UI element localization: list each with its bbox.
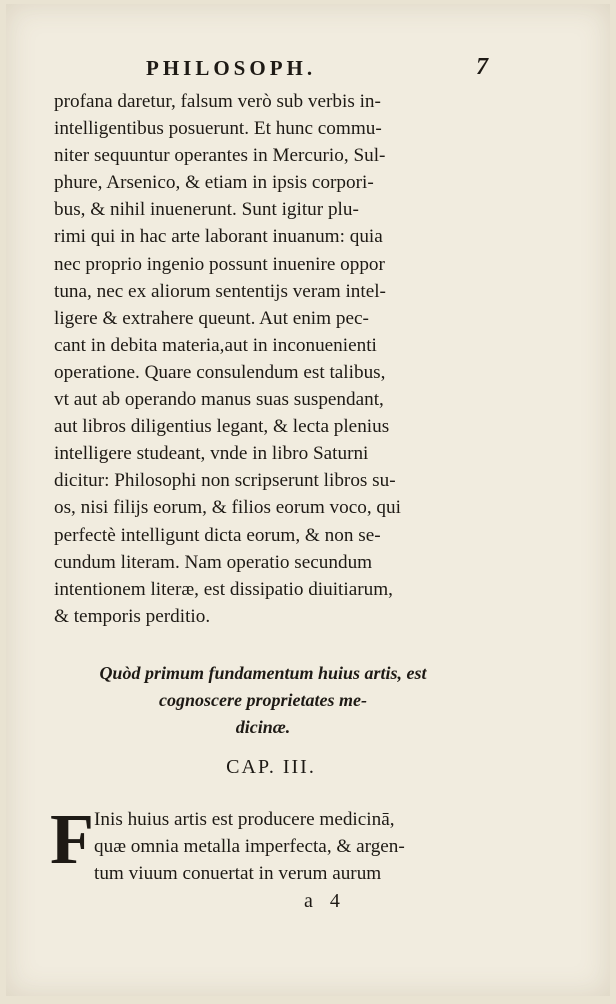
text-line: ligere & extrahere queunt. Aut enim pec-	[54, 307, 369, 329]
text-line: intelligentibus posuerunt. Et hunc commu-	[54, 118, 382, 140]
text-line: os, nisi filijs eorum, & filios eorum voco, qui	[54, 497, 401, 519]
text-line: cant in debita materia,aut in inconuenienti	[54, 334, 377, 356]
heading-line: dicinæ.	[235, 717, 291, 737]
chapter-opening	[50, 799, 492, 887]
text-line: & temporis perditio.	[54, 605, 211, 627]
text-line: profana daretur, falsum verò sub verbis in-	[54, 91, 381, 112]
text-line: nec proprio ingenio possunt inuenire oppor	[54, 253, 385, 275]
book-page	[6, 4, 610, 996]
text-line: vt aut ab operando manus suas suspendant,	[54, 389, 384, 411]
text-line: perfectè intelligunt dicta eorum, & non se-	[54, 524, 381, 546]
text-line: operatione. Quare consulendum est talibus,	[54, 361, 386, 383]
text-line: tum viuum conuertat in verum aurum	[94, 863, 382, 884]
running-title: PHILOSOPH.	[146, 56, 317, 80]
page-number: 7	[476, 54, 488, 80]
text-line: quæ omnia metalla imperfecta, & argen-	[94, 836, 405, 857]
text-line: rimi qui in hac arte laborant inuanum: quia	[54, 226, 383, 248]
chapter-heading	[68, 660, 458, 741]
text-line: Inis huius artis est producere medicinā,	[94, 809, 395, 830]
text-line: intentionem literæ, est dissipatio diuitiarum,	[54, 578, 393, 600]
text-line: niter sequuntur operantes in Mercurio, Sul-	[54, 145, 386, 167]
text-line: intelligere studeant, vnde in libro Saturni	[54, 443, 369, 465]
text-line: cundum literam. Nam operatio secundum	[54, 551, 373, 573]
chapter-label: CAP. III.	[226, 756, 316, 778]
text-line: tuna, nec ex aliorum sententijs veram intel-	[54, 280, 386, 302]
heading-line: Quòd primum fundamentum huius artis, est	[99, 663, 427, 683]
signature-mark: a 4	[304, 890, 346, 912]
text-line: bus, & nihil inuenerunt. Sunt igitur plu-	[54, 199, 359, 221]
text-line: aut libros diligentius legant, & lecta plenius	[54, 416, 390, 438]
body-text	[54, 88, 494, 630]
text-line: phure, Arsenico, & etiam in ipsis corpori-	[54, 172, 374, 194]
drop-cap: F	[50, 799, 94, 879]
heading-line: cognoscere proprietates me-	[159, 690, 367, 710]
text-line: dicitur: Philosophi non scripserunt libros su-	[54, 470, 396, 492]
